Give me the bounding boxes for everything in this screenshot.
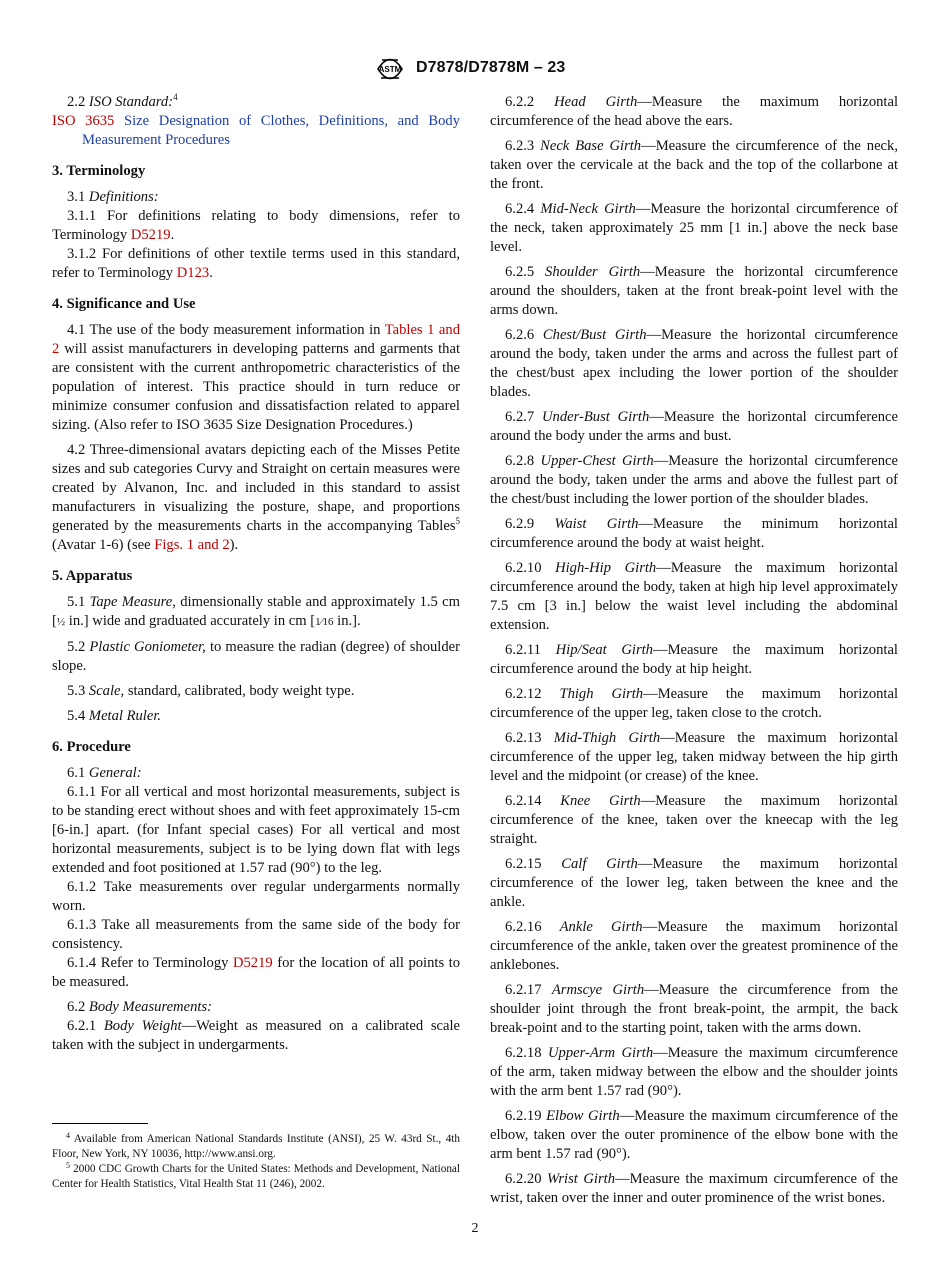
item-number: 6.2.20 — [505, 1171, 542, 1187]
body-measurement-item — [490, 1107, 898, 1164]
body-measurement-item — [490, 452, 898, 509]
section-5-2: 5.2 Plastic Goniometer, to measure the radian (degree) of shoulder slope. — [52, 639, 460, 674]
item-text: —Measure the horizontal circumference around the body, taken under the arms and above the fullest part of the chest/bust including the lower portion of the shoulder blades. — [490, 453, 898, 507]
right-column — [490, 93, 898, 1214]
body-measurement-item — [490, 408, 898, 446]
section-4-2: 4.2 Three-dimensional avatars depicting each of the Misses Petite sizes and sub categories Curvy and Straight on certain measures were created by Alvanon, Inc. and included in this standard to assist manufacturers in visualizing the posture, shape, and proportions generated by the measurements charts in the accompanying Tables$^5$ (Avatar 1-6) (see Figs. 1 and 2). — [52, 442, 460, 553]
body-measurement-item — [490, 326, 898, 402]
body-measurement-item — [490, 515, 898, 553]
item-text: —Measure the maximum horizontal circumference around the body, taken at high hip level approximately 7.5 cm [3 in.] below the waist level including the abdominal extension. — [490, 560, 898, 633]
body-measurement-item — [490, 685, 898, 723]
item-number: 6.2.11 — [505, 642, 541, 658]
body-measurement-item — [490, 792, 898, 849]
page-header — [0, 56, 950, 82]
svg-text:ASTM: ASTM — [378, 65, 402, 74]
item-text: —Measure the maximum circumference of the elbow, taken over the outer prominence of the elbow bone with the arm bent 1.57 rad (90°). — [490, 1108, 898, 1162]
item-number: 6.2.2 — [505, 94, 535, 110]
item-term: Wrist Girth — [547, 1171, 616, 1187]
section-6-1-1: 6.1.1 For all vertical and most horizontal measurements, subject is to be standing erect without shoes and with feet approximately 15-cm [6-in.] apart. (for Infant special cases) For all vertical and most horizontal measurements, subject is to be lying down flat with legs extended and foot positioned at 1.57 rad (90°) to the leg. — [52, 784, 460, 876]
heading-terminology: 3. Terminology — [52, 163, 146, 179]
item-text: —Measure the maximum horizontal circumference of the upper leg, taken close to the crotch. — [490, 686, 898, 721]
body-measurement-item — [490, 855, 898, 912]
item-term: Upper-Arm Girth — [548, 1045, 654, 1061]
body-measurement-item — [490, 263, 898, 320]
section-3-1-1: 3.1.1 For definitions relating to body dimensions, refer to Terminology D5219. — [52, 208, 460, 243]
section-6-2: 6.2 Body Measurements: — [67, 999, 212, 1015]
body-measurement-item — [490, 137, 898, 194]
item-number: 6.2.6 — [505, 327, 535, 343]
item-text: —Measure the horizontal circumference around the body, taken under the arms and across the fullest part of the chest/bust apex including the lower portion of the shoulder blades. — [490, 327, 898, 400]
document-id: D7878/D7878M – 23 — [416, 59, 566, 76]
item-term: High-Hip Girth — [555, 560, 657, 576]
item-text: —Measure the circumference from the shoulder joint through the front break-point, the armpit, the back break-point and to the starting point, taken with the arms down. — [490, 982, 898, 1036]
section-6-2-1: 6.2.1 Body Weight—Weight as measured on a calibrated scale taken with the subject in undergarments. — [52, 1018, 460, 1053]
footnote-4: $^4$ Available from American National Standards Institute (ANSI), 25 W. 43rd St., 4th Floor, New York, NY 10036, http://www.ansi.org. — [52, 1131, 460, 1160]
footnote-5: $^5$ 2000 CDC Growth Charts for the United States: Methods and Development, National Center for Health Statistics, Vital Health Stat 11 (246), 2002. — [52, 1161, 460, 1190]
body-measurement-item — [490, 918, 898, 975]
iso-3635-reference[interactable]: ISO 3635 Size Designation of Clothes, Definitions, and Body Measurement Procedures — [52, 113, 460, 148]
item-number: 6.2.14 — [505, 793, 542, 809]
item-text: —Measure the horizontal circumference around the shoulders, taken at the front break-point level with the arms down. — [490, 264, 898, 318]
body-measurement-item — [490, 1170, 898, 1208]
left-column — [52, 93, 460, 1055]
section-3-1: 3.1 Definitions: — [67, 189, 159, 205]
item-number: 6.2.18 — [505, 1045, 542, 1061]
section-2-2: 2.2 ISO Standard:$^4$ — [67, 92, 178, 110]
footnotes — [52, 1132, 460, 1192]
body-measurement-item — [490, 559, 898, 635]
item-number: 6.2.13 — [505, 730, 542, 746]
item-number: 6.2.4 — [505, 201, 535, 217]
item-text: —Measure the maximum horizontal circumference of the knee, taken over the kneecap with the leg straight. — [490, 793, 898, 847]
item-term: Thigh Girth — [559, 686, 644, 702]
item-number: 6.2.19 — [505, 1108, 542, 1124]
item-term: Waist Girth — [554, 516, 639, 532]
heading-significance: 4. Significance and Use — [52, 296, 196, 312]
item-term: Head Girth — [554, 94, 638, 110]
item-number: 6.2.9 — [505, 516, 535, 532]
section-5-1: 5.1 Tape Measure, dimensionally stable and approximately 1.5 cm [½ in.] wide and graduated accurately in cm [1⁄16 in.]. — [52, 594, 461, 629]
body-measurement-item — [490, 641, 898, 679]
item-term: Under-Bust Girth — [542, 409, 650, 425]
item-number: 6.2.12 — [505, 686, 542, 702]
footnote-divider — [52, 1123, 148, 1124]
item-text: —Measure the horizontal circumference of the neck, taken approximately 25 mm [1 in.] above the neck base level. — [490, 201, 898, 255]
item-term: Upper-Chest Girth — [540, 453, 654, 469]
d123-link[interactable]: D123 — [176, 265, 210, 281]
item-number: 6.2.3 — [505, 138, 535, 154]
item-term: Elbow Girth — [546, 1108, 620, 1124]
section-6-1-2: 6.1.2 Take measurements over regular undergarments normally worn. — [52, 879, 460, 914]
item-term: Neck Base Girth — [540, 138, 642, 154]
section-6-1: 6.1 General: — [67, 765, 142, 781]
item-number: 6.2.15 — [505, 856, 542, 872]
heading-procedure: 6. Procedure — [52, 739, 131, 755]
item-text: —Measure the circumference of the neck, taken over the cervicale at the back and the top of the collarbone at the front. — [490, 138, 898, 192]
item-number: 6.2.10 — [505, 560, 542, 576]
item-term: Mid-Neck Girth — [540, 201, 636, 217]
item-number: 6.2.7 — [505, 409, 535, 425]
item-term: Hip/Seat Girth — [555, 642, 653, 658]
item-text: —Measure the horizontal circumference around the body under the arms and bust. — [490, 409, 898, 444]
item-term: Shoulder Girth — [545, 264, 641, 280]
item-number: 6.2.5 — [505, 264, 535, 280]
d5219-link[interactable]: D5219 — [130, 227, 171, 243]
item-term: Chest/Bust Girth — [542, 327, 647, 343]
item-term: Mid-Thigh Girth — [553, 730, 661, 746]
item-text: —Measure the maximum horizontal circumference of the upper leg, taken midway between the hip girth level and the midpoint (or crease) of the knee. — [490, 730, 898, 784]
item-text: —Measure the maximum horizontal circumference around the body at hip height. — [490, 642, 898, 677]
section-5-3: 5.3 Scale, standard, calibrated, body weight type. — [67, 683, 355, 699]
item-term: Ankle Girth — [559, 919, 643, 935]
d5219-link-2[interactable]: D5219 — [232, 955, 273, 971]
iso-3635-link[interactable]: ISO 3635 — [52, 113, 115, 129]
body-measurement-item — [490, 200, 898, 257]
section-4-1: 4.1 The use of the body measurement information in Tables 1 and 2 will assist manufacturers in developing patterns and garments that are consistent with the current anthropometric characteristics of the population of interest. This practice should in turn reduce or minimize consumer confusion and dissatisfaction related to apparel sizing. (Also refer to ISO 3635 Size Designation Procedures.) — [52, 322, 460, 433]
body-measurement-item — [490, 981, 898, 1038]
figs-1-2-link[interactable]: Figs. 1 and 2 — [154, 537, 230, 553]
heading-apparatus: 5. Apparatus — [52, 568, 133, 584]
item-number: 6.2.17 — [505, 982, 542, 998]
item-text: —Measure the minimum horizontal circumference around the body at waist height. — [490, 516, 898, 551]
body-measurement-item — [490, 93, 898, 131]
item-text: —Measure the maximum circumference of the arm, taken midway between the elbow and the shoulder joints with the arm bent 1.57 rad (90°). — [490, 1045, 898, 1099]
item-term: Knee Girth — [560, 793, 641, 809]
item-term: Calf Girth — [561, 856, 638, 872]
astm-logo-icon — [373, 56, 407, 82]
item-number: 6.2.8 — [505, 453, 535, 469]
page-number: 2 — [471, 1221, 479, 1236]
item-text: —Measure the maximum horizontal circumference of the ankle, taken over the greatest prominence of the anklebones. — [490, 919, 899, 973]
tables-1-2-link[interactable]: Tables 1 and 2 — [52, 322, 460, 357]
item-number: 6.2.16 — [505, 919, 542, 935]
section-6-1-3: 6.1.3 Take all measurements from the same side of the body for consistency. — [52, 917, 460, 952]
body-measurement-item — [490, 1044, 898, 1101]
section-3-1-2: 3.1.2 For definitions of other textile terms used in this standard, refer to Terminology D123. — [52, 246, 460, 281]
item-text: —Measure the maximum horizontal circumference of the lower leg, taken between the knee and the ankle. — [490, 856, 898, 910]
item-text: —Measure the maximum circumference of the wrist, taken over the inner and outer prominence of the wrist bones. — [490, 1171, 898, 1206]
item-text: —Measure the maximum horizontal circumference of the head above the ears. — [490, 94, 899, 129]
item-term: Armscye Girth — [551, 982, 645, 998]
section-5-4: 5.4 Metal Ruler. — [67, 708, 162, 724]
section-6-1-4: 6.1.4 Refer to Terminology D5219 for the location of all points to be measured. — [52, 955, 460, 990]
body-measurement-item — [490, 729, 898, 786]
